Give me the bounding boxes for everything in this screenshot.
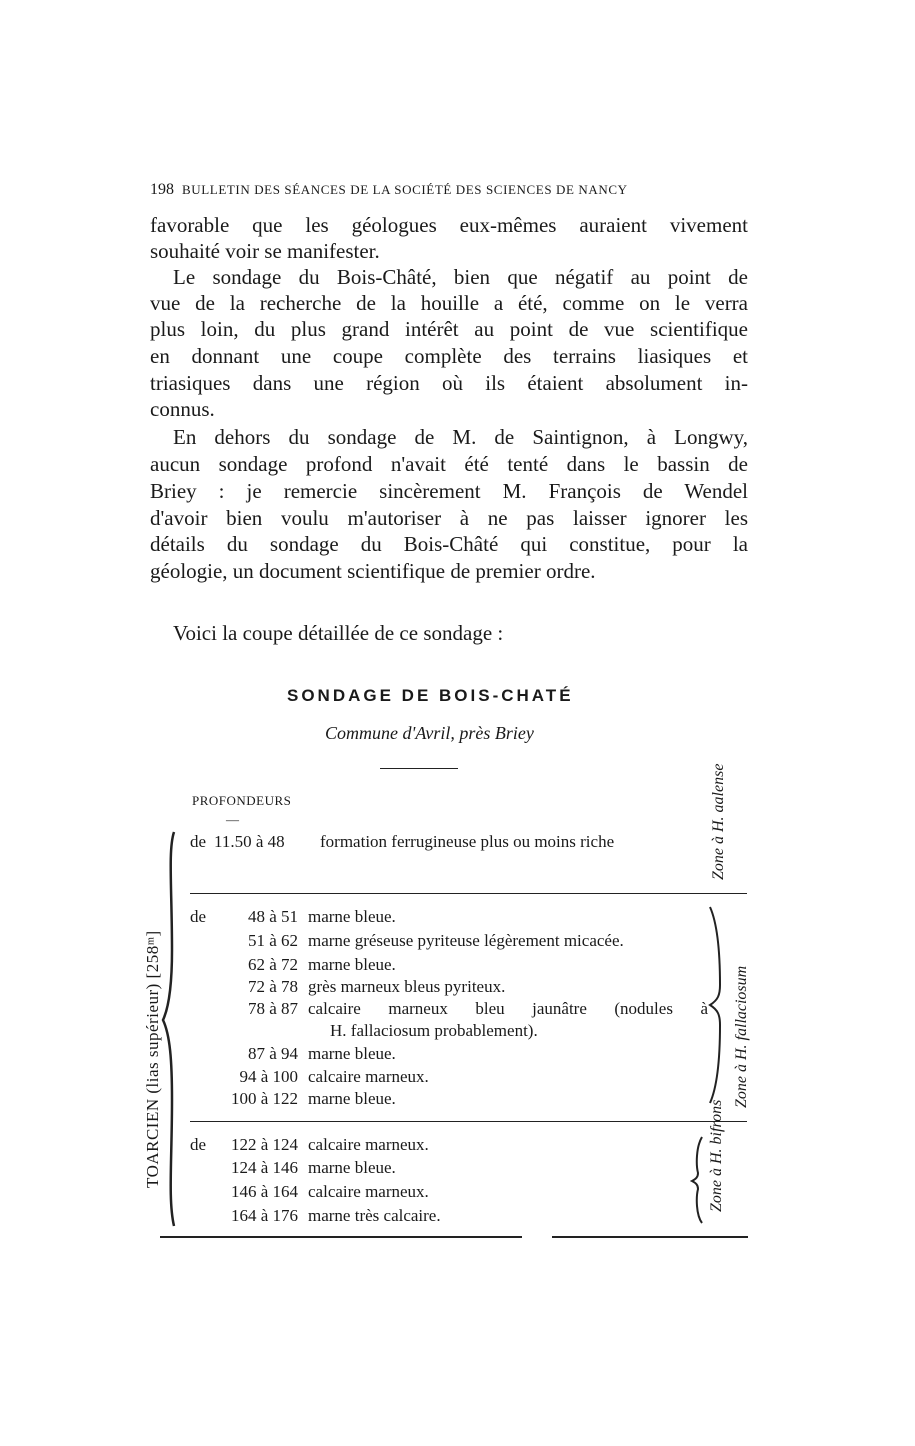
row-depth: 51 à 62 [247,931,298,950]
row-description: calcaire marneux bleu jaunâtre (nodules à [308,999,708,1018]
body-line: souhaité voir se manifester. [150,239,380,263]
row-depth: 72 à 78 [247,977,298,996]
row-description: calcaire marneux. [308,1135,429,1154]
body-line: connus. [150,397,215,421]
body-line: détails du sondage du Bois-Châté qui constitue, pour la [150,532,748,556]
body-line: En dehors du sondage de M. de Saintignon, à Longwy, [173,425,748,449]
body-line: aucun sondage profond n'avait été tenté dans le bassin de [150,452,748,476]
row-description: marne bleue. [308,907,396,926]
row-depth: 124 à 146 [230,1158,298,1177]
body-line: vue de la recherche de la houille a été, comme on le verra [150,291,748,315]
body-line: Briey : je remercie sincèrement M. François de Wendel [150,479,748,503]
body-line: plus loin, du plus grand intérêt au point de vue scientifique [150,317,748,341]
zone-label-bifrons-prefix: Zone à H. bifrons [708,1099,725,1212]
row-de: de [190,832,207,851]
title-rule [380,768,458,769]
body-line: Le sondage du Bois-Châté, bien que négatif au point de [173,265,748,289]
table-bottom-rule-right [552,1236,748,1238]
row-de: de [190,907,207,926]
row-description: marne gréseuse pyriteuse légèrement micacée. [308,931,624,950]
zone-label-aalense: Zone à H. aalense [710,763,727,880]
row-description: marne bleue. [308,955,396,974]
row-depth: 94 à 100 [239,1067,298,1086]
body-line: géologie, un document scientifique de premier ordre. [150,559,596,583]
column-header-dash: — [226,812,239,827]
page-number: 198 [150,181,174,198]
row-depth: 78 à 87 [247,999,298,1018]
stage-brace [160,830,180,1230]
table-bottom-rule-left [160,1236,522,1238]
row-description: marne bleue. [308,1044,396,1063]
row-depth: 62 à 72 [247,955,298,974]
row-depth: 100 à 122 [230,1089,298,1108]
group-divider [190,893,747,894]
section-title: SONDAGE DE BOIS-CHATÉ [287,686,574,705]
group-divider [190,1121,747,1122]
column-header: PROFONDEURS [192,793,292,808]
row-description: marne bleue. [308,1089,396,1108]
row-description: H. fallaciosum probablement). [330,1021,538,1040]
body-line: d'avoir bien voulu m'autoriser à ne pas laisser ignorer les [150,506,748,530]
row-description: formation ferrugineuse plus ou moins riche [320,832,615,851]
zone-brace-fallaciosum [704,905,726,1105]
row-depth: 48 à 51 [247,907,298,926]
body-line: triasiques dans une région où ils étaient absolument in- [150,371,748,395]
row-depth: 122 à 124 [230,1135,298,1154]
running-head [150,181,628,199]
stage-label: TOARCIEN (lias supérieur) [258ᵐ] [143,930,162,1188]
row-de: de [190,1135,207,1154]
section-subtitle: Commune d'Avril, près Briey [325,723,534,743]
body-line: Voici la coupe détaillée de ce sondage : [173,621,504,645]
body-line: en donnant une coupe complète des terrains liasiques et [150,344,748,368]
row-depth: 164 à 176 [230,1206,298,1225]
body-line: favorable que les géologues eux-mêmes auraient vivement [150,213,748,237]
row-description: grès marneux bleus pyriteux. [308,977,506,996]
journal-title: BULLETIN DES SÉANCES DE LA SOCIÉTÉ DES SCIENCES DE NANCY [182,182,628,197]
row-depth: 11.50 à 48 [214,832,285,851]
zone-label-fallaciosum: Zone à H. fallaciosum [733,965,750,1108]
row-depth: 146 à 164 [230,1182,298,1201]
row-description: calcaire marneux. [308,1182,429,1201]
row-depth: 87 à 94 [247,1044,298,1063]
row-description: marne bleue. [308,1158,396,1177]
zone-brace-bifrons [690,1135,708,1225]
row-description: marne très calcaire. [308,1206,441,1225]
row-description: calcaire marneux. [308,1067,429,1086]
